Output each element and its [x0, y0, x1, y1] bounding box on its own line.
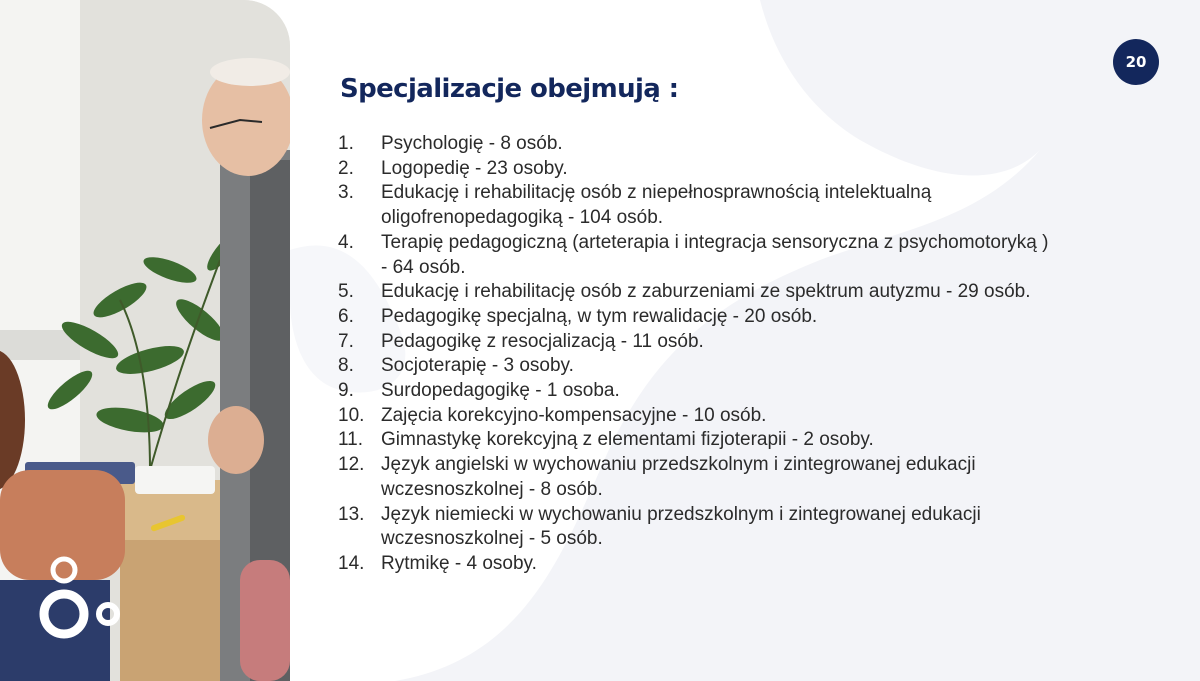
list-item-number: 9. [338, 380, 354, 402]
list-item-text: Surdopedagogikę - 1 osoba. [381, 380, 620, 402]
list-item-text: Zajęcia korekcyjno-kompensacyjne - 10 osób. [381, 404, 767, 426]
page-number-badge: 20 [1113, 39, 1159, 85]
list-item [338, 404, 1058, 429]
list-item-number: 1. [338, 133, 354, 154]
list-item-number: 7. [338, 330, 354, 352]
list-item-number: 4. [338, 231, 354, 253]
list-item-text: Pedagogikę specjalną, w tym rewalidację - 20 osób. [381, 305, 818, 327]
list-item-number: 3. [338, 182, 354, 204]
list-item [338, 280, 1058, 305]
list-item [338, 157, 1058, 182]
list-item-text: Rytmikę - 4 osoby. [381, 552, 537, 574]
list-item-text: Socjoterapię - 3 osoby. [381, 355, 574, 377]
list-item-text: Gimnastykę korekcyjną z elementami fizjoterapii - 2 osoby. [381, 429, 874, 451]
list-item [338, 305, 1058, 330]
specializations-list [338, 132, 1058, 577]
list-item [338, 453, 1058, 502]
list-item-text: Psychologię - 8 osób. [381, 133, 563, 154]
list-item-number: 12. [338, 454, 365, 476]
list-item-number: 8. [338, 355, 354, 377]
list-item [338, 503, 1058, 552]
list-item-text: Pedagogikę z resocjalizacją - 11 osób. [381, 330, 704, 352]
list-item-text: Edukację i rehabilitację osób z niepełnosprawnością intelektualną oligofrenopedagogiką - 104 osób. [381, 182, 932, 229]
list-item-number: 2. [338, 157, 354, 179]
list-item-text: Język niemiecki w wychowaniu przedszkolnym i zintegrowanej edukacji wczesnoszkolnej - 5 osób. [381, 503, 981, 550]
list-item [338, 181, 1058, 230]
list-item-number: 14. [338, 552, 365, 574]
list-item [338, 132, 1058, 157]
list-item-number: 5. [338, 281, 354, 303]
logo-circles-icon [0, 0, 140, 681]
list-item [338, 231, 1058, 280]
list-item-text: Język angielski w wychowaniu przedszkolnym i zintegrowanej edukacji wczesnoszkolnej - 8 osób. [381, 454, 976, 500]
list-item-number: 10. [338, 404, 365, 426]
list-item-number: 13. [338, 503, 365, 525]
list-item [338, 552, 1058, 577]
list-item-text: Terapię pedagogiczną (arteterapia i integracja sensoryczna z psychomotoryką ) - 64 osób. [381, 231, 1049, 278]
slide-title: Specjalizacje obejmują : [340, 74, 679, 104]
list-item [338, 428, 1058, 453]
list-item [338, 379, 1058, 404]
list-item-number: 6. [338, 305, 354, 327]
list-item-text: Edukację i rehabilitację osób z zaburzeniami ze spektrum autyzmu - 29 osób. [381, 281, 1031, 303]
list-item-number: 11. [338, 429, 364, 451]
list-item [338, 354, 1058, 379]
list-item [338, 330, 1058, 355]
list-item-text: Logopedię - 23 osoby. [381, 157, 568, 179]
